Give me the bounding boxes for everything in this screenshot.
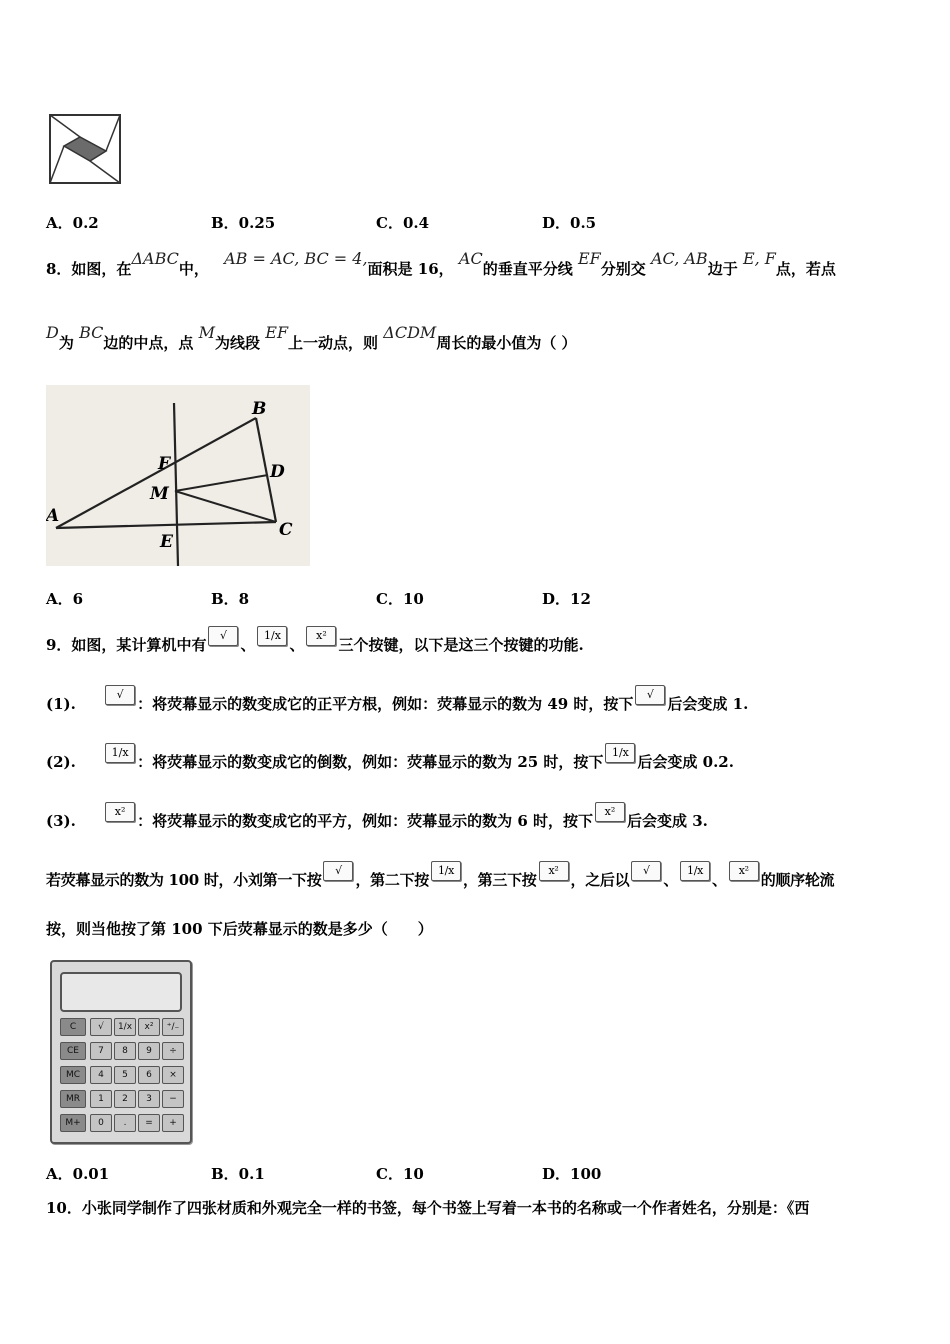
q8-ef: EF <box>577 249 601 268</box>
line4-d: ，之后以 <box>570 871 630 889</box>
line4-e: 的顺序轮流 <box>760 871 835 889</box>
calc-key: 2 <box>114 1090 136 1108</box>
line4-b: ，第二下按 <box>355 871 429 889</box>
q9-option-b: B．0.1 <box>211 1165 265 1183</box>
q8-fenbie: 分别交 <box>600 260 646 278</box>
calc-key: 3 <box>138 1090 160 1108</box>
calc-key: MR <box>60 1090 86 1108</box>
label-b: B <box>252 399 267 419</box>
q8-ef-2: EF <box>265 323 289 342</box>
line4-a: 若荧幕显示的数为 100 时，小刘第一下按 <box>46 871 322 889</box>
q8-option-d: D．12 <box>542 590 591 608</box>
q8-options <box>46 588 806 610</box>
q9-intro <box>46 629 584 656</box>
calc-key: 7 <box>90 1042 112 1060</box>
sqrt-key-icon: √ <box>208 626 238 646</box>
q9-line-4 <box>46 864 835 891</box>
square-key-icon: x² <box>105 802 135 822</box>
q8-option-b: B．8 <box>211 590 250 608</box>
calc-key: = <box>138 1114 160 1132</box>
square-key-icon: x² <box>539 861 569 881</box>
calc-key: ÷ <box>162 1042 184 1060</box>
q7-option-b: B．0.25 <box>211 214 276 232</box>
calc-key: 4 <box>90 1066 112 1084</box>
sep-4: 、 <box>712 871 727 889</box>
sep-3: 、 <box>663 871 679 889</box>
q8-m: M <box>198 323 216 342</box>
recip-key-icon: 1/x <box>605 743 635 763</box>
calc-key: 5 <box>114 1066 136 1084</box>
sqrt-key-icon: √ <box>631 861 661 881</box>
q8-triangle-abc: ΔABC <box>131 249 179 268</box>
q8-wei: 为 <box>58 334 74 352</box>
calc-key: MC <box>60 1066 86 1084</box>
sqrt-key-icon: √ <box>635 685 665 705</box>
q7-option-a: A．0.2 <box>46 214 99 232</box>
item2-end: 后会变成 0.2. <box>637 753 734 771</box>
calc-key: C <box>60 1018 86 1036</box>
q9-options <box>46 1163 806 1185</box>
calc-key: x² <box>138 1018 160 1036</box>
q8-text-zhong: 中， <box>178 260 209 278</box>
q9-line-5: 按，则当他按了第 100 下后荧幕显示的数是多少（ ） <box>46 920 433 938</box>
recip-key-icon: 1/x <box>105 743 135 763</box>
item1-number: (1). <box>46 695 76 713</box>
q8-option-a: A．6 <box>46 590 84 608</box>
q10-text: 10．小张同学制作了四张材质和外观完全一样的书签，每个书签上写着一本书的名称或一个作者姓名，分别是：《西 <box>46 1199 810 1217</box>
q8-move: 上一动点，则 <box>288 334 379 352</box>
sep-1: 、 <box>240 636 256 654</box>
item1-text: ：将荧幕显示的数变成它的正平方根，例如：荧幕显示的数为 49 时，按下 <box>137 695 634 713</box>
q9-item-1 <box>46 688 749 715</box>
item2-text: ：将荧幕显示的数变成它的倒数，例如：荧幕显示的数为 25 时，按下 <box>137 753 604 771</box>
square-key-icon: x² <box>595 802 625 822</box>
calc-key: 0 <box>90 1114 112 1132</box>
q8-mid: 边的中点，点 <box>103 334 194 352</box>
q8-equation: AB = AC, BC = 4, <box>224 249 368 268</box>
sep-2: 、 <box>289 636 305 654</box>
q8-option-c: C．10 <box>376 590 424 608</box>
line4-c: ，第三下按 <box>462 871 537 889</box>
calc-key: − <box>162 1090 184 1108</box>
calc-key: 1/x <box>114 1018 136 1036</box>
label-e: E <box>160 532 173 552</box>
sqrt-key-icon: √ <box>105 685 135 705</box>
q8-ef-points: E, F <box>742 249 776 268</box>
calc-key: × <box>162 1066 184 1084</box>
recip-key-icon: 1/x <box>257 626 287 646</box>
q8-seg: 为线段 <box>215 334 261 352</box>
q8-perp-text: 的垂直平分线 <box>482 260 573 278</box>
q8-triangle-cdm: ΔCDM <box>383 323 437 342</box>
calc-key: 1 <box>90 1090 112 1108</box>
q8-bianyu: 边于 <box>707 260 738 278</box>
calc-key: 8 <box>114 1042 136 1060</box>
q8-ac: AC <box>458 249 483 268</box>
q8-d: D <box>46 323 59 342</box>
square-key-icon: x² <box>729 861 759 881</box>
item1-end: 后会变成 1. <box>667 695 749 713</box>
q7-option-d: D．0.5 <box>542 214 597 232</box>
q8-acab: AC, AB <box>650 249 708 268</box>
calc-key: 9 <box>138 1042 160 1060</box>
triangle-diagram <box>46 385 310 566</box>
item2-number: (2). <box>46 753 76 771</box>
item3-end: 后会变成 3. <box>626 812 708 830</box>
q7-option-c: C．0.4 <box>376 214 430 232</box>
label-d: D <box>270 462 285 482</box>
recip-key-icon: 1/x <box>680 861 710 881</box>
q8-dian-ruo: 点，若点 <box>775 260 836 278</box>
q9-intro-text: 9．如图，某计算机中有 <box>46 636 207 654</box>
calc-key: M+ <box>60 1114 86 1132</box>
triangle-figure-photo <box>46 385 310 566</box>
label-m: M <box>150 484 169 504</box>
calculator-screen <box>60 972 182 1012</box>
square-key-icon: x² <box>306 626 336 646</box>
q9-option-a: A．0.01 <box>46 1165 110 1183</box>
q9-item-2 <box>46 746 734 773</box>
label-f: F <box>158 454 171 474</box>
label-a: A <box>46 506 60 526</box>
q8-number: 8．如图，在 <box>46 260 132 278</box>
q9-item-3 <box>46 805 708 832</box>
label-c: C <box>279 520 293 540</box>
item3-text: ：将荧幕显示的数变成它的平方，例如：荧幕显示的数为 6 时，按下 <box>137 812 593 830</box>
calc-key: CE <box>60 1042 86 1060</box>
q9-intro-end: 三个按键，以下是这三个按键的功能. <box>338 636 584 654</box>
q8-bc: BC <box>79 323 104 342</box>
square-figure <box>48 113 122 185</box>
q8-line-1 <box>46 249 836 280</box>
calculator-figure <box>50 960 192 1144</box>
calc-key: . <box>114 1114 136 1132</box>
q8-area: 面积是 16， <box>367 260 454 278</box>
recip-key-icon: 1/x <box>431 861 461 881</box>
calc-key: √ <box>90 1018 112 1036</box>
sqrt-key-icon: √ <box>323 861 353 881</box>
calc-key: 6 <box>138 1066 160 1084</box>
calc-key: + <box>162 1114 184 1132</box>
q8-perimeter-text: 周长的最小值为（ ） <box>436 334 577 352</box>
q7-options <box>46 212 806 234</box>
q9-option-d: D．100 <box>542 1165 602 1183</box>
calc-key: ⁺∕₋ <box>162 1018 184 1036</box>
q9-option-c: C．10 <box>376 1165 424 1183</box>
q8-line-2 <box>46 323 577 354</box>
item3-number: (3). <box>46 812 76 830</box>
